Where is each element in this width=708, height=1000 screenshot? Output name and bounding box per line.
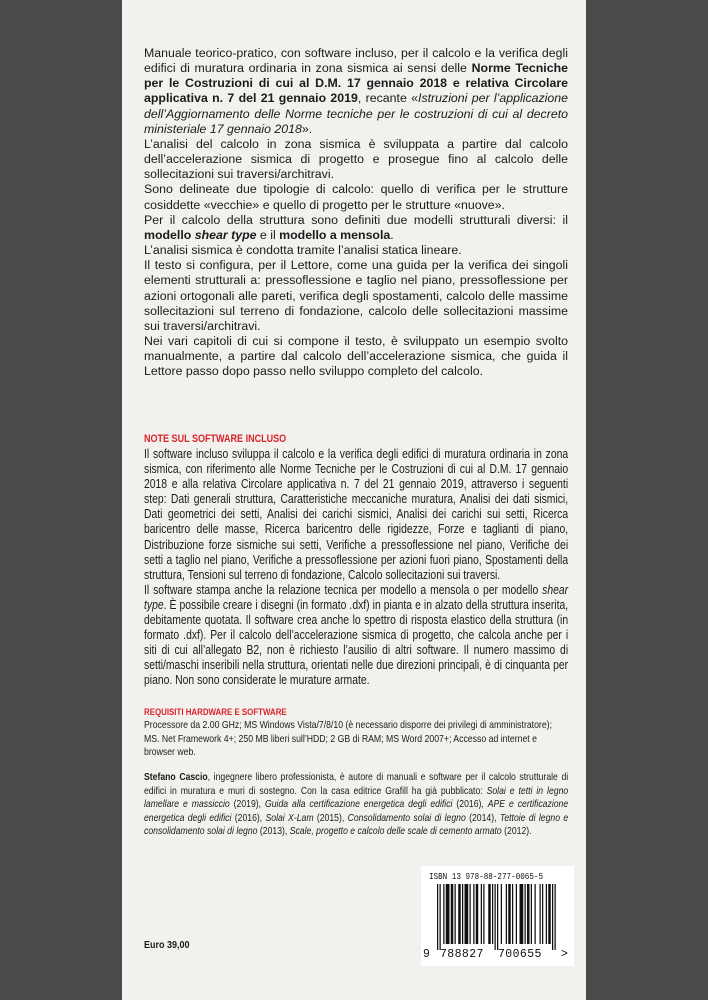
barcode-bar	[520, 884, 524, 944]
description-text	[144, 46, 568, 379]
author-bio: Stefano Cascio, ingegnere libero professionista, è autore di manuali e software per il calcolo strutturale di edifici in muratura e muri di sostegno. Con la casa editrice Grafill ha già pubblicato: Solai e tetti in legno lamellare e massiccio (2019), Guida alla certificazione energetica degli edifici (2016), APE e certificazione energetica degli edifici (2016), Solai X-Lam (2015), Consolidamento solai di legno (2014), Tettoie di legno e consolidamento solai di legno (2013), Scale, progetto e calcolo delle scale di cemento armato (2012).	[144, 772, 569, 838]
barcode-bar	[555, 884, 556, 950]
barcode-bar	[508, 884, 511, 944]
barcode-bar	[525, 884, 526, 944]
barcode-bar	[476, 884, 479, 944]
barcode-bar	[483, 884, 484, 944]
barcode-bar	[443, 884, 444, 944]
barcode-bar	[512, 884, 513, 944]
barcode-bar	[497, 884, 498, 950]
barcode-bar	[492, 884, 493, 944]
software-notes-heading: NOTE SUL SOFTWARE INCLUSO	[144, 433, 287, 445]
barcode-bar	[506, 884, 507, 944]
barcode-bar	[535, 884, 536, 944]
barcode-bar	[451, 884, 454, 944]
barcode-bar	[440, 884, 441, 950]
barcode-bar	[481, 884, 482, 944]
description-paragraph: L’analisi del calcolo in zona sismica è sviluppata a partire dal calcolo dell’accelerazione sismica di progetto e prosegue fino al calcolo delle sollecitazioni sui traversi/architravi.	[144, 136, 568, 182]
barcode-bar	[446, 884, 450, 944]
barcode-bar	[552, 884, 553, 950]
description-paragraph: Per il calcolo della struttura sono definiti due modelli strutturali diversi: il modello shear type e il modello a mensola.	[144, 212, 568, 242]
notes-paragraph: Il software incluso sviluppa il calcolo e la verifica degli edifici di muratura ordinaria in zona sismica, con riferimento alle Norme Tecniche per le Costruzioni di cui al D.M. 17 gennaio 2018 e alla relativa Circolare applicativa n. 7 del 21 gennaio 2019, attraverso i seguenti step: Dati generali struttura, Caratteristiche meccaniche muratura, Analisi dei dati sismici, Dati geometrici dei setti, Analisi dei carichi sismici, Analisi dei carichi sui setti, Ricerca baricentro delle masse, Ricerca baricentro delle rigidezze, Forze e taglianti di piano, Distribuzione forze sismiche sui setti, Verifiche a pressoflessione nel piano, Verifiche dei setti a taglio nel piano, Verifiche a pressoflessione per azioni fuori piano, Spostamenti della struttura, Tensioni sul terreno di fondazione, Calcolo sollecitazioni sui traversi.	[144, 447, 569, 582]
barcode-bar	[470, 884, 471, 944]
barcode: ISBN 13 978-88-277-0065-5 9 788827 700655 >	[421, 866, 574, 966]
isbn-label: ISBN 13 978-88-277-0065-5	[429, 871, 544, 882]
requirements-heading: REQUISITI HARDWARE E SOFTWARE	[144, 707, 287, 717]
barcode-bar	[542, 884, 543, 944]
barcode-bar	[527, 884, 530, 944]
barcode-bar	[458, 884, 461, 944]
description-paragraph: Nei vari capitoli di cui si compone il testo, è sviluppato un esempio svolto manualmente, a partire dal calcolo dell’accelerazione sismica, che guida il Lettore passo dopo passo nello sviluppo completo del calcolo.	[144, 333, 568, 379]
barcode-bar	[465, 884, 469, 944]
barcode-bar	[546, 884, 547, 944]
barcode-bar	[437, 884, 438, 950]
barcode-bar	[462, 884, 463, 944]
software-notes-text	[144, 447, 568, 689]
barcode-bars	[435, 884, 561, 954]
description-paragraph: Sono delineate due tipologie di calcolo: quello di verifica per le strutture cosiddette «vecchie» e quello di progetto per le strutture «nuove».	[144, 182, 568, 212]
barcode-bar	[488, 884, 491, 944]
barcode-bar	[455, 884, 456, 944]
barcode-bar	[516, 884, 517, 944]
description-paragraph: Il testo si configura, per il Lettore, come una guida per la verifica dei singoli elementi strutturali a: pressoflessione e taglio nel piano, pressoflessione per azioni ortogonali alle pareti, verifica degli spostamenti, calcolo delle massime sollecitazioni sul terreno di fondazione, calcolo delle sollecitazioni massime sui traversi/architravi.	[144, 258, 568, 333]
description-paragraph: Manuale teorico-pratico, con software incluso, per il calcolo e la verifica degli edifici di muratura ordinaria in zona sismica ai sensi delle Norme Tecniche per le Costruzioni di cui al D.M. 17 gennaio 2018 e relativa Circolare applicativa n. 7 del 21 gennaio 2019, recante «Istruzioni per l’applicazione dell’Aggiornamento delle Norme tecniche per le costruzioni di cui al decreto ministeriale 17 gennaio 2018».	[144, 46, 568, 136]
price-label: Euro 39,00	[144, 940, 190, 951]
barcode-bar	[548, 884, 551, 944]
back-cover-page	[122, 0, 586, 1000]
requirements-text: Processore da 2.00 GHz; MS Windows Vista/7/8/10 (è necessario disporre dei privilegi di amministratore); MS. Net Framework 4+; 250 MB liberi sull’HDD; 2 GB di RAM; MS Word 2007+; Accesso ad internet e browser web.	[144, 720, 552, 758]
barcode-bar	[473, 884, 474, 944]
description-paragraph: L’analisi sismica è condotta tramite l’analisi statica lineare.	[144, 243, 462, 258]
barcode-bar	[495, 884, 496, 950]
barcode-bar	[540, 884, 541, 944]
notes-paragraph: Il software stampa anche la relazione tecnica per modello a mensola o per modello shear type. È possibile creare i disegni (in formato .dxf) in pianta e in alzato della struttura inserita, debitamente quotata. Il software crea anche lo spettro di risposta elastico della struttura (in formato .dxf). Per il calcolo dell’accelerazione sismica di progetto, che calcola anche per i siti di cui all’allegato B2, non è richiesto l’ausilio di altri software. Il numero massimo di setti/maschi inseribili nella struttura, orientati nelle due direzioni principali, è di cinquanta per piano. Non sono considerate le murature armate.	[144, 582, 569, 688]
barcode-bar	[501, 884, 502, 944]
author-name: Stefano Cascio	[144, 772, 208, 783]
barcode-bar	[531, 884, 532, 944]
